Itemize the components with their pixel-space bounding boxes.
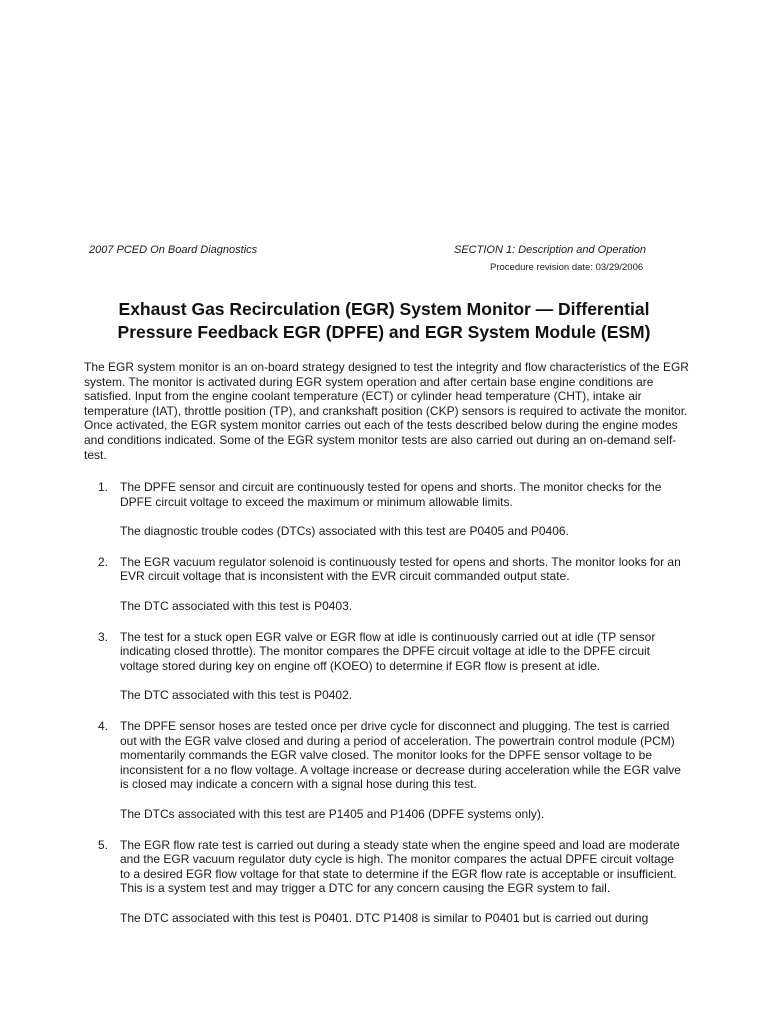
page-title-line-1: Exhaust Gas Recirculation (EGR) System Monitor — Differential <box>118 299 650 319</box>
page-title-line-2: Pressure Feedback EGR (DPFE) and EGR System Module (ESM) <box>117 322 651 342</box>
list-item <box>84 630 684 703</box>
page-title <box>84 298 684 344</box>
list-item <box>84 838 684 926</box>
list-item-text: The DPFE sensor and circuit are continuously tested for opens and shorts. The monitor checks for the DPFE circuit voltage to exceed the maximum or minimum allowable limits. <box>120 480 662 509</box>
list-item-text: The EGR flow rate test is carried out during a steady state when the engine speed and load are moderate and the EGR vacuum regulator duty cycle is high. The monitor compares the actual DPFE circuit voltage to a desired EGR flow voltage for that state to determine if the EGR flow rate is acceptable or insufficient. This is a system test and may trigger a DTC for any concern causing the EGR system to fail. <box>120 837 680 896</box>
list-item-number: 3. <box>98 629 109 644</box>
list-item-dtc: The DTC associated with this test is P0403. <box>120 598 353 613</box>
procedure-revision-date: Procedure revision date: 03/29/2006 <box>490 262 644 273</box>
list-item-text: The EGR vacuum regulator solenoid is continuously tested for opens and shorts. The monitor looks for an EVR circuit voltage that is inconsistent with the EVR circuit commanded output state. <box>120 554 681 584</box>
list-item <box>84 555 684 614</box>
list-item-number: 2. <box>98 554 109 569</box>
list-item-number: 5. <box>98 837 109 852</box>
list-item-dtc: The DTC associated with this test is P0401. DTC P1408 is similar to P0401 but is carried out during <box>120 910 649 925</box>
list-item-dtc: The diagnostic trouble codes (DTCs) associated with this test are P0405 and P0406. <box>120 524 569 539</box>
list-item-dtc: The DTCs associated with this test are P1405 and P1406 (DPFE systems only). <box>120 806 545 821</box>
list-item-text: The test for a stuck open EGR valve or EGR flow at idle is continuously carried out at idle (TP sensor indicating closed throttle). The monitor compares the DPFE circuit voltage at idle to the DPFE circuit voltage stored during key on engine off (KOEO) to determine if EGR flow is present at idle. <box>120 629 656 673</box>
list-item-text: The DPFE sensor hoses are tested once per drive cycle for disconnect and plugging. The test is carried out with the EGR valve closed and during a period of acceleration. The powertrain control module (PCM) momentarily commands the EGR valve closed. The monitor looks for the DPFE sensor voltage to be inconsistent for a no flow voltage. A voltage increase or decrease during acceleration while the EGR valve is closed may indicate a concern with a signal hose during this test. <box>120 718 681 792</box>
list-item-dtc: The DTC associated with this test is P0402. <box>120 688 353 703</box>
list-item <box>84 480 684 539</box>
list-item-number: 1. <box>98 480 109 494</box>
document-header-section: SECTION 1: Description and Operation <box>454 244 646 256</box>
list-item <box>84 719 684 822</box>
test-list <box>84 480 684 941</box>
intro-paragraph: The EGR system monitor is an on-board strategy designed to test the integrity and flow characteristics of the EGR system. The monitor is activated during EGR system operation and after certain base engine conditions are satisfied. Input from the engine coolant temperature (ECT) or cylinder head temperature (CHT), intake air temperature (IAT), throttle position (TP), and crankshaft position (CKP) sensors is required to activate the monitor. Once activated, the EGR system monitor carries out each of the tests described below during the engine modes and conditions indicated. Some of the EGR system monitor tests are also carried out during an on-demand self-test. <box>84 360 689 462</box>
list-item-number: 4. <box>98 718 109 733</box>
document-header-left: 2007 PCED On Board Diagnostics <box>89 244 258 256</box>
